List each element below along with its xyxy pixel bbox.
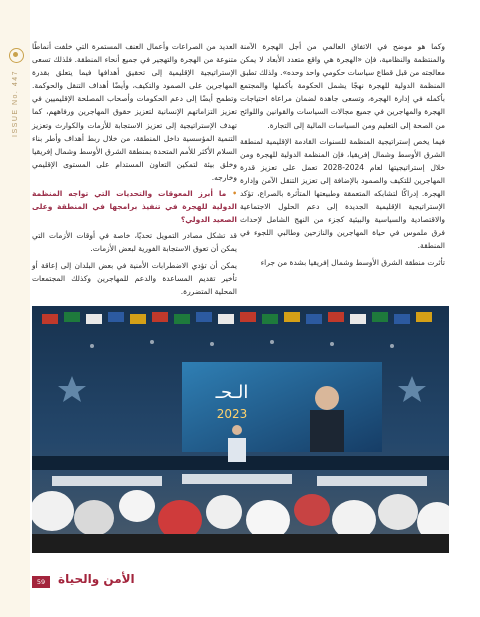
screen-year: 2023	[216, 407, 248, 421]
conference-illustration	[32, 306, 449, 553]
paragraph: يمكن أن تؤدي الاضطرابات الأمنية في بعض البلدان إلى إعاقة أو تأخير تقديم المساعدة والدعم للمهاجرين وكذلك المجتمعات المحلية المتضررة.	[32, 260, 237, 296]
issue-label: ISSUE No. 447	[12, 70, 19, 137]
page-number: 59	[32, 576, 50, 588]
screen-title: الـحـ	[215, 382, 249, 403]
stage-screen	[182, 362, 382, 452]
emblem-icon	[9, 48, 24, 63]
paragraph: فيما يخص إستراتيجية المنظمة للسنوات القادمة الإقليمية لمنطقة الشرق الأوسط وشمال إفريقيا، فإن المنظمة الدولية للهجرة ومن خلال إستراتيجيتها لعام 2024-2028 تعمل على تعزيز قدرة المهاجرين للتكيف والصمود بالإضافة إلى تعزيز التنقل الآمن وإدارة الهجرة. إدراكًا لتشابكه المتعمقة وطبيعتها المتأثرة بالصراع، تؤكد الإستراتيجية الإقليمية الجديدة إلى دعم الحلول الاجتماعية والاقتصادية والسياسية والبيئية كجزء من النهج الشامل لإحداث فرق ملموس في حياة المهاجرين والنازحين وطالبي اللجوء في المنطقة.	[240, 136, 445, 251]
side-rail	[0, 0, 30, 617]
paragraph: العديد من الصراعات وأعمال العنف المستمرة التي خلفت أنماطًا متنوعة من الهجرة والتهجير في جميع أنحاء المنطقة. فلذلك تسعى الإستراتيجية الإقليمية إلى تحقيق أهدافها فيما يتعلق بقدرة المهاجرين على الصمود والتكيف، وأيضًا أهداف التنقل والحوكمة. وتطمح أيضًا إلى دعم الحكومات وأصحاب المصلحة الإقليميين في تعزيز التزاماتهم الإنسانية لتعزيز حقوق المهاجرين ورفاههم، كما تهدف الإستراتيجية إلى تعزيز الاستجابة للأزمات والكوارث وتعزيز التنمية المؤسسية داخل المنطقة، من خلال ربط أهداف وأطر بناء السلام الأكثر للأمم المتحدة بمنطقة الشرق الأوسط وشمال إفريقيا وخلق بيئة لتمكين التعاون المستدام على المستوى الإقليمي وخارجه.	[32, 42, 237, 182]
magazine-name: الأمن والحياة	[58, 572, 135, 586]
right-column	[240, 40, 445, 272]
page-footer	[32, 572, 450, 592]
interview-question	[32, 187, 237, 226]
bullet-icon: •	[232, 189, 237, 199]
question-text: ما أبرز المعوقات والتحديات التي تواجه المنظمة الدولية للهجرة في تنفيذ برامجها في المنطقة وعلى الصعيد الدولي؟	[32, 189, 237, 225]
conference-photo	[32, 306, 449, 553]
paragraph: تأثرت منطقة الشرق الأوسط وشمال إفريقيا بشدة من جراء	[260, 257, 445, 267]
paragraph: قد تشكل مصادر التمويل تحديًا، خاصة في أوقات الأزمات التي يمكن أن تعوق الاستجابة الفورية لبعض الأزمات.	[32, 231, 237, 254]
left-column	[32, 40, 237, 301]
paragraph: وكما هو موضح في الاتفاق العالمي من أجل الهجرة الآمنة والمنتظمة والنظامية، فإن «الهجرة هي واقع متعدد الأبعاد لا يمكن معالجته من قبل قطاع سياسات حكومي واحد وحده». ولذلك تطبق المنظمة الدولية للهجرة نهجًا يشمل الحكومة بأكملها والمجتمع بأكمله في إدارة الهجرة، وتسعى جاهدة لضمان مراعاة احتياجات الهجرة والمهاجرين في جميع مجالات السياسات والقوانين واللوائح من الصحة إلى التعليم ومن السياسات المالية إلى التجارة.	[240, 42, 445, 130]
